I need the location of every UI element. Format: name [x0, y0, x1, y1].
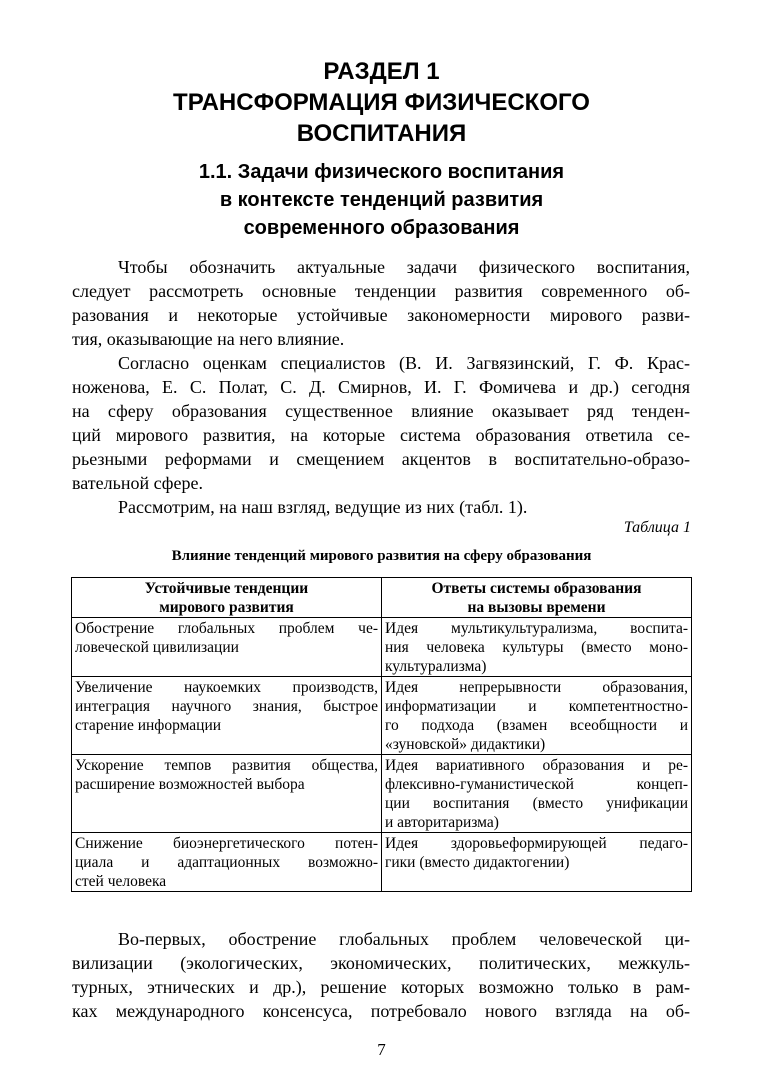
response-cell	[382, 833, 692, 892]
body-text	[72, 255, 690, 519]
table-row	[72, 677, 692, 755]
cell-line: ции воспитания (вместо унификации	[385, 795, 688, 812]
cell-line: Снижение биоэнергетического потен-	[75, 835, 378, 852]
cell-line: гики (вместо дидактогении)	[385, 854, 570, 871]
cell-line: культурализма)	[385, 658, 487, 675]
trend-cell	[72, 755, 382, 833]
table-label: Таблица 1	[623, 519, 691, 536]
header-line: Ответы системы образования	[431, 580, 642, 597]
cell-line: и авторитаризма)	[385, 814, 499, 831]
section-title-line: РАЗДЕЛ 1	[323, 58, 440, 85]
section-title-line: ТРАНСФОРМАЦИЯ ФИЗИЧЕСКОГО	[173, 89, 590, 116]
text-line: на сферу образования существенное влияние оказывает ряд тенден-	[72, 401, 690, 421]
closing-paragraph	[72, 927, 690, 1023]
table-title: Влияние тенденций мирового развития на сферу образования	[171, 548, 592, 564]
paragraph	[72, 495, 690, 519]
header-line: на вызовы времени	[467, 599, 606, 616]
cell-line: Увеличение наукоемких производств,	[75, 679, 378, 696]
text-line: турных, этнических и др.), решение которых возможно только в рам-	[72, 977, 690, 997]
table-row	[72, 755, 692, 833]
text-line: тия, оказывающие на него влияние.	[72, 329, 345, 349]
text-line: следует рассмотреть основные тенденции развития современного об-	[72, 281, 690, 301]
table-header-trends	[72, 578, 382, 618]
response-cell	[382, 677, 692, 755]
cell-line: Идея вариативного образования и ре-	[385, 757, 688, 774]
cell-line: расширение возможностей выбора	[75, 776, 305, 793]
header-line: мирового развития	[159, 599, 294, 616]
cell-line: циала и адаптационных возможно-	[75, 854, 378, 871]
trend-cell	[72, 618, 382, 677]
text-line: Согласно оценкам специалистов (В. И. Загвязинский, Г. Ф. Крас-	[118, 353, 690, 373]
subsection-title	[0, 158, 763, 242]
cell-line: старение информации	[75, 717, 222, 734]
text-line: разования и некоторые устойчивые закономерности мирового разви-	[72, 305, 690, 325]
cell-line: стей человека	[75, 873, 167, 890]
section-title-line: ВОСПИТАНИЯ	[296, 120, 467, 147]
trend-cell	[72, 833, 382, 892]
cell-line: ния человека культуры (вместо моно-	[385, 639, 688, 656]
text-line: рьезными реформами и смещением акцентов в воспитательно-образо-	[72, 449, 690, 469]
cell-line: Идея мультикультурализма, воспита-	[385, 620, 688, 637]
subsection-title-line: современного образования	[243, 217, 520, 239]
response-cell	[382, 618, 692, 677]
paragraph	[72, 255, 690, 351]
cell-line: Ускорение темпов развития общества,	[75, 757, 378, 774]
text-line: Рассмотрим, на наш взгляд, ведущие из них (табл. 1).	[118, 497, 528, 517]
text-line: вилизации (экологических, экономических, политических, межкуль-	[72, 953, 690, 973]
text-line: ций мирового развития, на которые система образования ответила се-	[72, 425, 690, 445]
cell-line: Идея непрерывности образования,	[385, 679, 688, 696]
cell-line: Обострение глобальных проблем че-	[75, 620, 378, 637]
text-line: ноженова, Е. С. Полат, С. Д. Смирнов, И. Г. Фомичева и др.) сегодня	[72, 377, 690, 397]
text-line: Во-первых, обострение глобальных проблем человеческой ци-	[118, 929, 690, 949]
cell-line: ловеческой цивилизации	[75, 639, 239, 656]
cell-line: Идея здоровьеформирующей педаго-	[385, 835, 688, 852]
trends-table	[71, 577, 692, 892]
page-number: 7	[377, 1040, 386, 1059]
table-row	[72, 833, 692, 892]
cell-line: информатизации и компетентностно-	[385, 698, 688, 715]
cell-line: флексивно-гуманистической концеп-	[385, 776, 688, 793]
response-cell	[382, 755, 692, 833]
cell-line: «зуновской» дидактики)	[385, 736, 546, 753]
subsection-title-line: 1.1. Задачи физического воспитания	[198, 161, 565, 183]
table-row	[72, 618, 692, 677]
table-header-row	[72, 578, 692, 618]
text-line: вательной сфере.	[72, 473, 203, 493]
section-title	[0, 56, 763, 149]
header-line: Устойчивые тенденции	[144, 580, 309, 597]
text-line: ках международного консенсуса, потребовало нового взгляда на об-	[72, 1001, 690, 1021]
subsection-title-line: в контексте тенденций развития	[219, 189, 544, 211]
cell-line: го подхода (взамен всеобщности и	[385, 717, 688, 734]
cell-line: интеграция научного знания, быстрое	[75, 698, 378, 715]
text-line: Чтобы обозначить актуальные задачи физического воспитания,	[118, 257, 690, 277]
trend-cell	[72, 677, 382, 755]
paragraph	[72, 351, 690, 495]
table-header-responses	[382, 578, 692, 618]
